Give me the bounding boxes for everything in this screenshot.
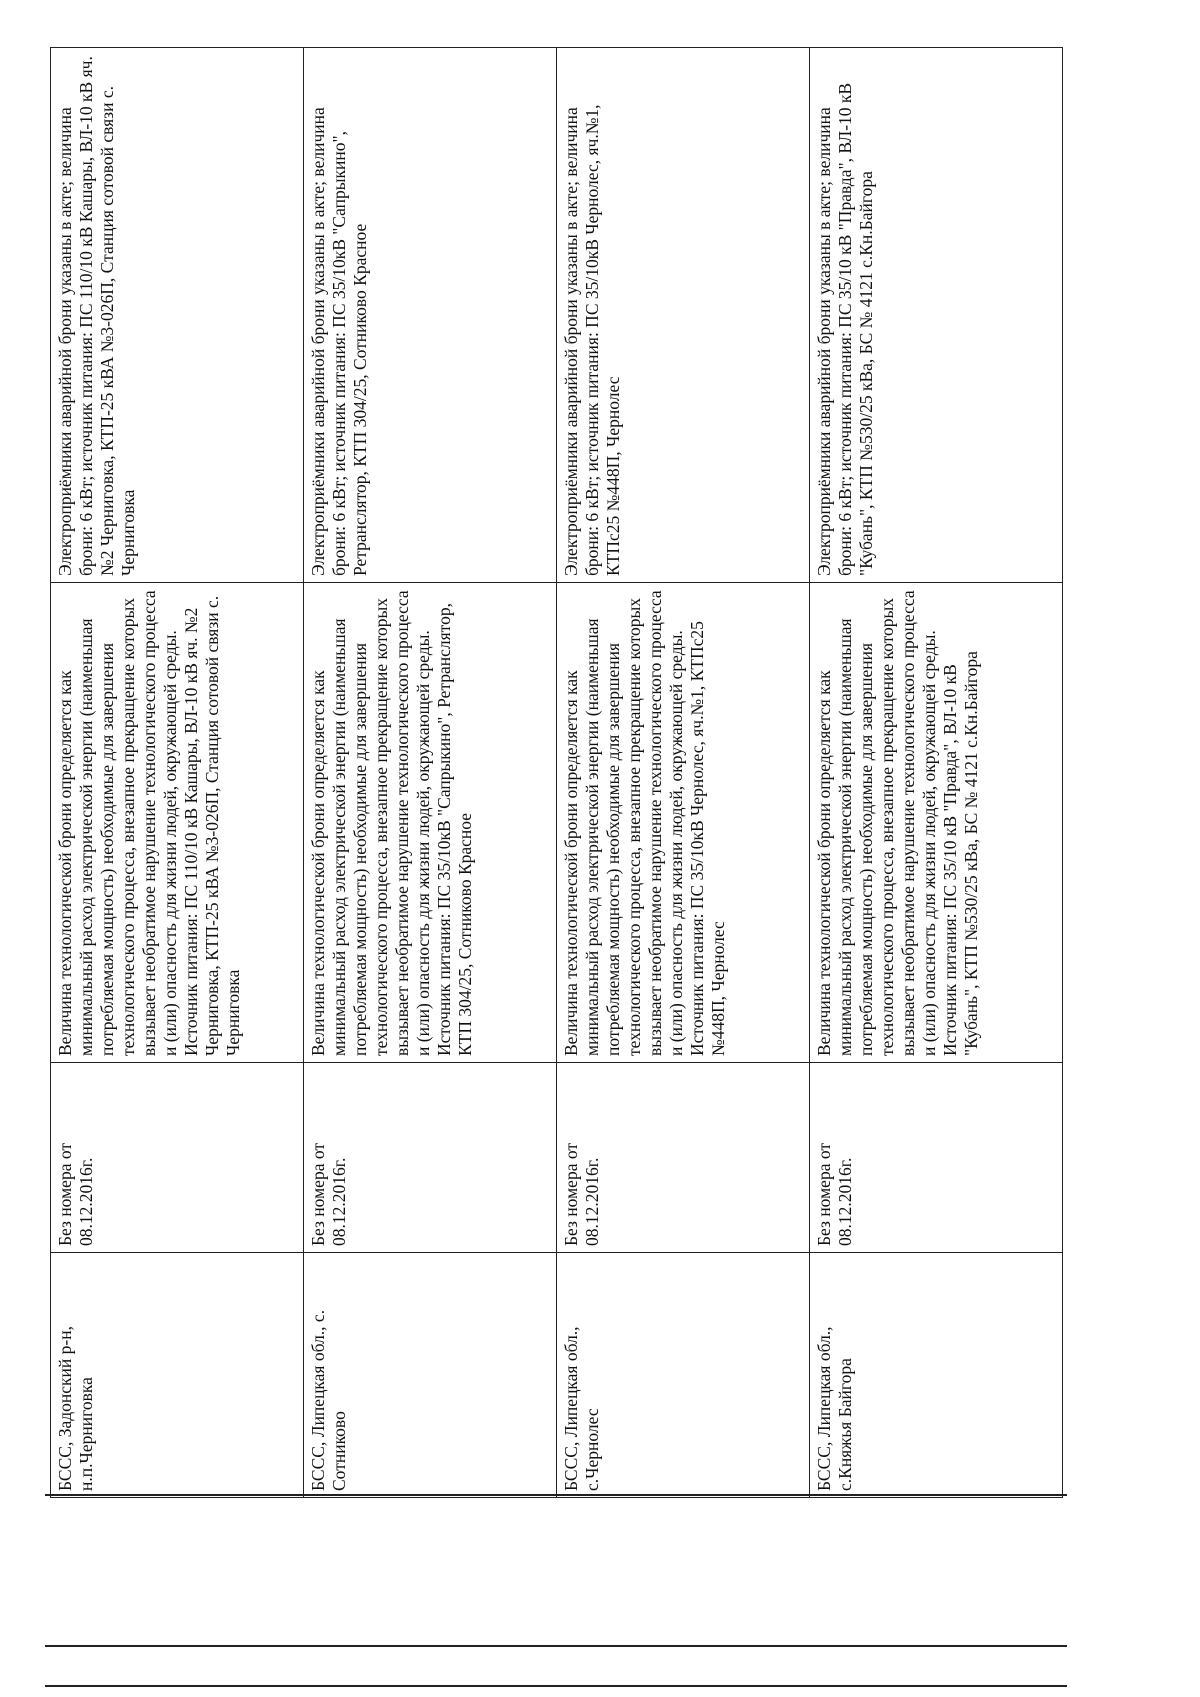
table-row [810, 48, 1063, 1498]
horizontal-rule [45, 1494, 1067, 1496]
table-row [304, 48, 557, 1498]
table-row [51, 48, 304, 1498]
act-cell: Без номера от 08.12.2016г. [810, 1063, 1063, 1253]
receivers-cell: Электроприёмники аварийной брони указаны в акте; величина брони: 6 кВт; источник питания: ПС 35/10кВ Чернолес, яч.№1, КТПс25 №448П, Чернолес [557, 48, 810, 583]
description-cell: Величина технологической брони определяется как минимальный расход электрической энергии (наименьшая потребляемая мощность) необходимые для завершения технологического процесса, внезапное прекращение которых вызывает необратимое нарушение технологического процесса и (или) опасность для жизни людей, окружающей среды. Источник питания: ПС 35/10 кВ "Правда", ВЛ-10 кВ "Кубань", КТП №530/25 кВа, БС № 4121 с.Кн.Байгора [810, 583, 1063, 1063]
receivers-cell: Электроприёмники аварийной брони указаны в акте; величина брони: 6 кВт; источник питания: ПС 35/10кВ "Сапрыкино", Ретранслятор, КТП 304/25, Сотниково Красное [304, 48, 557, 583]
reservation-acts-table [50, 47, 1063, 1498]
receivers-cell: Электроприёмники аварийной брони указаны в акте; величина брони: 6 кВт; источник питания: ПС 110/10 кВ Кашары, ВЛ-10 кВ яч. №2 Черниговка, КТП-25 кВА №3-026П, Станция сотовой связи с. Черниговка [51, 48, 304, 583]
horizontal-rule [45, 1645, 1067, 1647]
receivers-cell: Электроприёмники аварийной брони указаны в акте; величина брони: 6 кВт; источник питания: ПС 35/10 кВ "Правда", ВЛ-10 кВ "Кубань", КТП №530/25 кВа, БС № 4121 с.Кн.Байгора [810, 48, 1063, 583]
description-cell: Величина технологической брони определяется как минимальный расход электрической энергии (наименьшая потребляемая мощность) необходимые для завершения технологического процесса, внезапное прекращение которых вызывает необратимое нарушение технологического процесса и (или) опасность для жизни людей, окружающей среды. Источник питания: ПС 35/10кВ "Сапрыкино", Ретранслятор, КТП 304/25, Сотниково Красное [304, 583, 557, 1063]
horizontal-rule [45, 1685, 1067, 1687]
rotated-page-content [50, 48, 1060, 1498]
location-cell: БССС, Липецкая обл., с. Сотниково [304, 1253, 557, 1498]
act-cell: Без номера от 08.12.2016г. [304, 1063, 557, 1253]
act-cell: Без номера от 08.12.2016г. [557, 1063, 810, 1253]
location-cell: БССС, Липецкая обл., с.Княжья Байгора [810, 1253, 1063, 1498]
description-cell: Величина технологической брони определяется как минимальный расход электрической энергии (наименьшая потребляемая мощность) необходимые для завершения технологического процесса, внезапное прекращение которых вызывает необратимое нарушение технологического процесса и (или) опасность для жизни людей, окружающей среды. Источник питания: ПС 110/10 кВ Кашары, ВЛ-10 кВ яч. №2 Черниговка, КТП-25 кВА №3-026П, Станция сотовой связи с. Черниговка [51, 583, 304, 1063]
location-cell: БССС, Задонский р-н, н.п.Черниговка [51, 1253, 304, 1498]
description-cell: Величина технологической брони определяется как минимальный расход электрической энергии (наименьшая потребляемая мощность) необходимые для завершения технологического процесса, внезапное прекращение которых вызывает необратимое нарушение технологического процесса и (или) опасность для жизни людей, окружающей среды. Источник питания: ПС 35/10кВ Чернолес, яч.№1, КТПс25 №448П, Чернолес [557, 583, 810, 1063]
location-cell: БССС, Липецкая обл., с.Чернолес [557, 1253, 810, 1498]
table-row [557, 48, 810, 1498]
act-cell: Без номера от 08.12.2016г. [51, 1063, 304, 1253]
